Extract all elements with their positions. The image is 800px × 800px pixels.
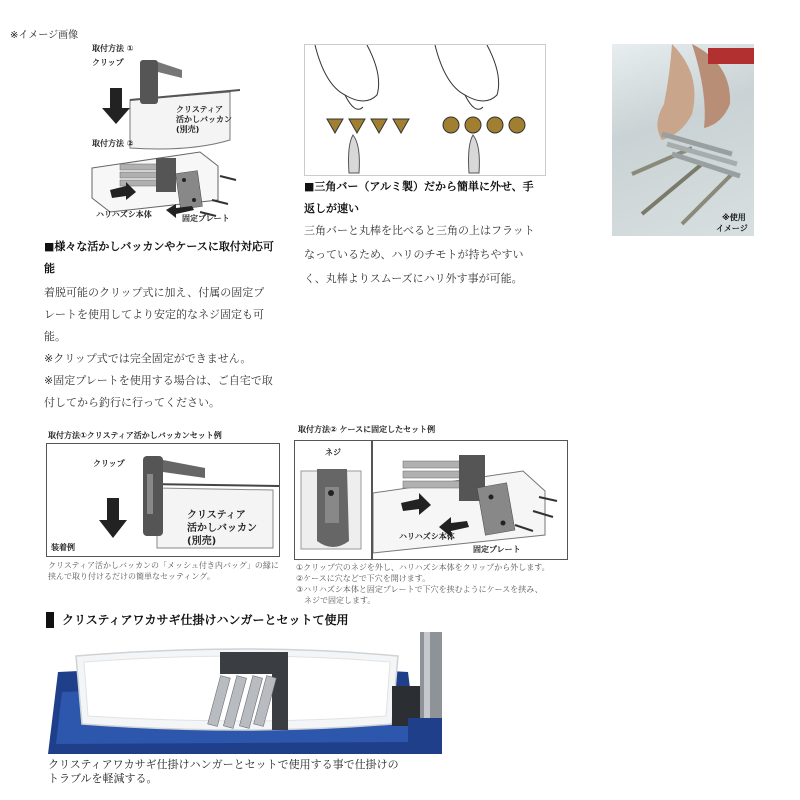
- set1-bakkan-1: クリスティア: [187, 510, 246, 521]
- hanger-heading: クリスティアワカサギ仕掛けハンガーとセットて使用: [62, 613, 349, 627]
- section1-line-2: レートを使用してより安定的なネジ固定も可: [44, 308, 264, 321]
- set1-caption-2: 挟んで取り付けるだけの簡単なセッティング。: [48, 572, 215, 581]
- mounting-illustration: [90, 40, 252, 228]
- set2-screw-drawing: [295, 441, 371, 559]
- plate-label: 固定プレート: [182, 214, 230, 223]
- set2-step-4: ネジで固定します。: [296, 596, 376, 605]
- section1-line-6: 付してから釣行に行ってください。: [44, 396, 220, 409]
- set2-title: 取付方法② ケースに固定したセット例: [298, 425, 436, 434]
- clip-label: クリップ: [92, 58, 124, 67]
- section1-line-1: 着脱可能のクリップ式に加え、付属の固定プ: [44, 286, 265, 299]
- photo-note-2: イメージ: [716, 224, 748, 233]
- set1-caption-1: クリスティア活かしバッカンの「メッシュ付き内バッグ」の縁に: [48, 561, 279, 570]
- section1-heading-2: 能: [44, 262, 55, 275]
- section1-line-5: ※固定プレートを使用する場合は、ご自宅で取: [44, 374, 273, 387]
- set1-bakkan-3: (別売): [187, 536, 217, 547]
- section1-line-4: ※クリップ式では完全固定ができません。: [44, 352, 252, 365]
- hanger-caption-2: トラブルを軽減する。: [48, 772, 158, 785]
- section2-line-1: 三角バーと丸棒を比べると三角の上はフラット: [304, 224, 535, 237]
- bakkan-label-2: 活かしバッカン: [176, 115, 232, 124]
- method2-label: 取付方法 ②: [92, 139, 134, 148]
- top-note: ※イメージ画像: [10, 30, 79, 41]
- section1-heading-1: ■様々な活かしバッカンやケースに取付対応可: [44, 240, 274, 253]
- hanger-photo-drawing: [48, 632, 450, 754]
- set1-title: 取付方法①クリスティア活かしバッカンセット例: [48, 431, 222, 440]
- usage-photo: [612, 44, 754, 236]
- bar-comparison-illustration: [304, 44, 546, 176]
- section2-line-3: く、丸棒よりスムーズにハリ外す事が可能。: [304, 272, 523, 285]
- hanger-heading-marker: [46, 612, 54, 628]
- set2-plate-label: 固定プレート: [473, 545, 521, 554]
- set1-wearing-label: 装着例: [51, 543, 75, 552]
- bakkan-label-3: (別売): [176, 125, 200, 134]
- method1-label: 取付方法 ①: [92, 44, 134, 53]
- section2-heading-2: 返しが速い: [304, 202, 359, 215]
- set2-step-3: ③ハリハズシ本体と固定プレートで下穴を挟むようにケースを挟み、: [296, 585, 543, 594]
- set2-body-label: ハリハズシ本体: [399, 532, 455, 541]
- bakkan-label-1: クリスティア: [176, 105, 224, 114]
- mounting-drawing: [90, 40, 252, 228]
- section2-heading-1: ■三角バー（アルミ製）だから簡単に外せ、手: [304, 180, 534, 193]
- bar-comparison-drawing: [305, 45, 545, 175]
- set2-step-2: ②ケースに穴などで下穴を開けます。: [296, 574, 431, 583]
- set1-drawing: [47, 444, 279, 556]
- section1-line-3: 能。: [44, 330, 66, 343]
- hanger-caption-1: クリスティアワカサギ仕掛けハンガーとセットで使用する事で仕掛けの: [48, 758, 399, 771]
- photo-note-1: ※使用: [722, 213, 746, 222]
- usage-photo-drawing: [612, 44, 754, 236]
- set1-illustration: [46, 443, 280, 557]
- set1-clip-label: クリップ: [93, 459, 125, 468]
- set1-bakkan-2: 活かしバッカン: [187, 523, 257, 534]
- hanger-photo: [48, 632, 450, 754]
- set2-screw-label: ネジ: [325, 448, 341, 457]
- set2-step-1: ①クリップ穴のネジを外し、ハリハズシ本体をクリップから外します。: [296, 563, 550, 572]
- set2-screw-illustration: [294, 440, 372, 560]
- section2-line-2: なっているため、ハリのチモトが持ちやすい: [304, 248, 524, 261]
- body-label: ハリハズシ本体: [96, 210, 152, 219]
- set2-case-illustration: [372, 440, 568, 560]
